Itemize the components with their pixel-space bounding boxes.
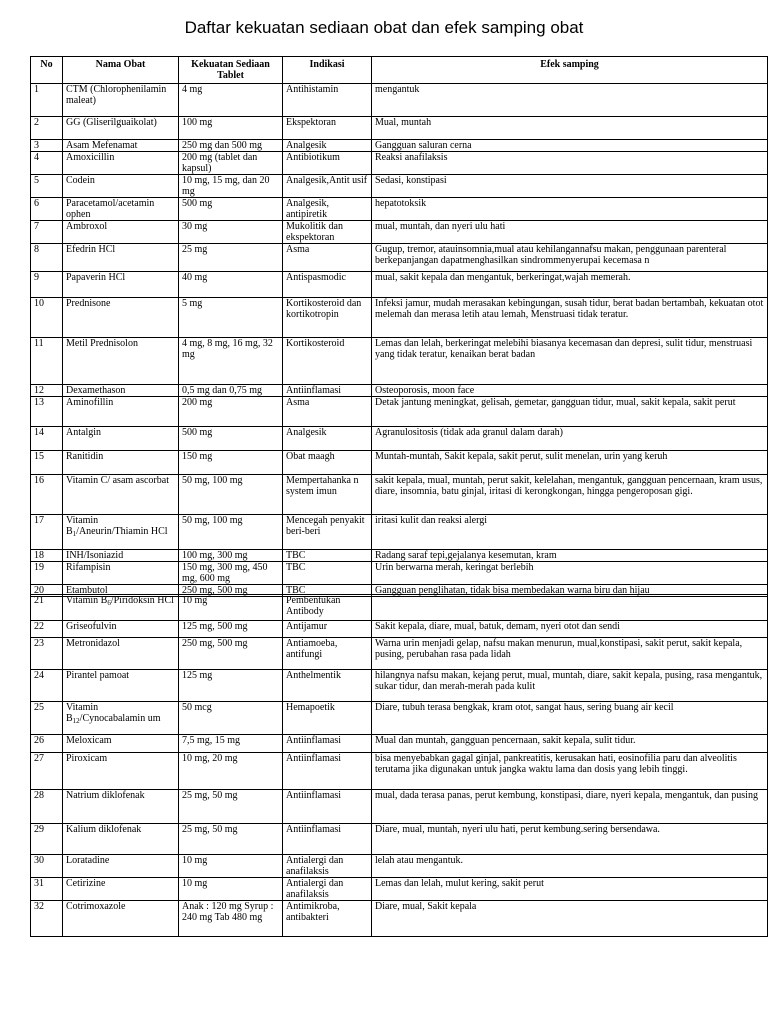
cell-efek-samping: sakit kepala, mual, muntah, perut sakit, kelelahan, mengantuk, gangguan pencernaan, kram usus, diare, insomnia, batu ginjal, iritasi di kerongkongan, hingga pengeroposan gigi. [372, 475, 768, 515]
cell-nama-obat: Vitamin $B_{12}$/Cynocabalamin um [63, 702, 179, 735]
cell-indikasi: Pembentukan Antibody [283, 595, 372, 621]
cell-nama-obat: Antalgin [63, 427, 179, 451]
cell-no: 26 [31, 735, 63, 753]
cell-kekuatan: 7,5 mg, 15 mg [179, 735, 283, 753]
cell-kekuatan: 150 mg [179, 451, 283, 475]
cell-indikasi: TBC [283, 585, 372, 597]
table-row [31, 84, 768, 117]
cell-nama-obat: Ambroxol [63, 221, 179, 244]
table-row [31, 702, 768, 735]
cell-efek-samping: Reaksi anafilaksis [372, 152, 768, 175]
cell-efek-samping: Lemas dan lelah, berkeringat melebihi biasanya kecemasan dan depresi, sulit tidur, menstruasi yang tidak teratur, kenaikan berat badan [372, 338, 768, 385]
cell-no: 3 [31, 140, 63, 152]
cell-efek-samping: Gugup, tremor, atauinsomnia,mual atau kehilangannafsu makan, penggunaan parenteral berkepanjangan dapatmenghasilkan sindrommenyerupai kecemasa n [372, 244, 768, 272]
header-efek-samping: Efek samping [372, 57, 768, 84]
cell-efek-samping: Mual, muntah [372, 117, 768, 140]
table-row [31, 397, 768, 427]
cell-indikasi: Hemapoetik [283, 702, 372, 735]
cell-kekuatan: 25 mg, 50 mg [179, 790, 283, 824]
cell-no: 16 [31, 475, 63, 515]
cell-indikasi: Antiinflamasi [283, 753, 372, 790]
table-row [31, 175, 768, 198]
cell-no: 12 [31, 385, 63, 397]
cell-efek-samping: mual, muntah, dan nyeri ulu hati [372, 221, 768, 244]
cell-efek-samping: Radang saraf tepi,gejalanya kesemutan, kram [372, 550, 768, 562]
cell-no: 15 [31, 451, 63, 475]
cell-nama-obat: Etambutol [63, 585, 179, 597]
cell-kekuatan: 4 mg [179, 84, 283, 117]
page-title: Daftar kekuatan sediaan obat dan efek samping obat [184, 18, 584, 37]
cell-nama-obat: Metil Prednisolon [63, 338, 179, 385]
cell-no: 23 [31, 638, 63, 670]
cell-efek-samping: iritasi kulit dan reaksi alergi [372, 515, 768, 550]
cell-efek-samping: Sakit kepala, diare, mual, batuk, demam, nyeri otot dan sendi [372, 621, 768, 638]
cell-kekuatan: 100 mg [179, 117, 283, 140]
cell-nama-obat: Efedrin HCl [63, 244, 179, 272]
cell-kekuatan: 250 mg dan 500 mg [179, 140, 283, 152]
cell-no: 18 [31, 550, 63, 562]
cell-efek-samping: Diare, tubuh terasa bengkak, kram otot, sangat haus, sering buang air kecil [372, 702, 768, 735]
cell-kekuatan: 10 mg [179, 878, 283, 901]
cell-indikasi: Anthelmentik [283, 670, 372, 702]
header-no: No [31, 57, 63, 84]
cell-kekuatan: 10 mg [179, 595, 283, 621]
cell-nama-obat: Papaverin HCl [63, 272, 179, 298]
cell-indikasi: Antispasmodic [283, 272, 372, 298]
cell-kekuatan: 50 mg, 100 mg [179, 515, 283, 550]
cell-indikasi: Mencegah penyakit beri-beri [283, 515, 372, 550]
cell-indikasi: Antibiotikum [283, 152, 372, 175]
table-row [31, 152, 768, 175]
cell-indikasi: Antiinflamasi [283, 824, 372, 855]
cell-no: 10 [31, 298, 63, 338]
table-row [31, 117, 768, 140]
cell-no: 17 [31, 515, 63, 550]
cell-no: 8 [31, 244, 63, 272]
table-row [31, 385, 768, 397]
cell-no: 4 [31, 152, 63, 175]
cell-nama-obat: Vitamin $B_1/Aneurin$/Thiamin HCl [63, 515, 179, 550]
subscript: 12 [72, 717, 80, 725]
cell-efek-samping: Infeksi jamur, mudah merasakan kebingungan, susah tidur, berat badan bertambah, kekuatan otot melemah dan merasa letih atau lemah, Menstruasi tidak teratur. [372, 298, 768, 338]
cell-nama-obat: Cetirizine [63, 878, 179, 901]
cell-efek-samping: Agranulositosis (tidak ada granul dalam darah) [372, 427, 768, 451]
cell-nama-obat: Ranitidin [63, 451, 179, 475]
table-row [31, 244, 768, 272]
cell-efek-samping: Warna urin menjadi gelap, nafsu makan menurun, mual,konstipasi, sakit perut, sakit kepala, pusing, perubahan rasa pada lidah [372, 638, 768, 670]
table-row [31, 753, 768, 790]
cell-kekuatan: Anak : 120 mg Syrup : 240 mg Tab 480 mg [179, 901, 283, 937]
table-row [31, 790, 768, 824]
header-kekuatan: Kekuatan Sediaan Tablet [179, 57, 283, 84]
cell-indikasi: Antihistamin [283, 84, 372, 117]
cell-indikasi: TBC [283, 562, 372, 585]
cell-indikasi: Analgesik,Antit usif [283, 175, 372, 198]
cell-indikasi: TBC [283, 550, 372, 562]
cell-no: 9 [31, 272, 63, 298]
cell-kekuatan: 250 mg, 500 mg [179, 638, 283, 670]
cell-nama-obat: Prednisone [63, 298, 179, 338]
cell-kekuatan: 4 mg, 8 mg, 16 mg, 32 mg [179, 338, 283, 385]
cell-no: 6 [31, 198, 63, 221]
cell-nama-obat: INH/Isoniazid [63, 550, 179, 562]
table-row [31, 824, 768, 855]
cell-nama-obat: Loratadine [63, 855, 179, 878]
cell-indikasi: Analgesik [283, 140, 372, 152]
cell-indikasi: Analgesik [283, 427, 372, 451]
cell-kekuatan: 40 mg [179, 272, 283, 298]
cell-indikasi: Antiinflamasi [283, 790, 372, 824]
cell-efek-samping: hepatotoksik [372, 198, 768, 221]
cell-no: 29 [31, 824, 63, 855]
cell-indikasi: Antialergi dan anafilaksis [283, 855, 372, 878]
cell-nama-obat: GG (Gliserilguaikolat) [63, 117, 179, 140]
cell-no: 28 [31, 790, 63, 824]
cell-no: 1 [31, 84, 63, 117]
cell-nama-obat: Pirantel pamoat [63, 670, 179, 702]
cell-efek-samping: Diare, mual, muntah, nyeri ulu hati, perut kembung.sering bersendawa. [372, 824, 768, 855]
table-row [31, 878, 768, 901]
cell-efek-samping: mual, dada terasa panas, perut kembung, konstipasi, diare, nyeri kepala, mengantuk, dan pusing [372, 790, 768, 824]
cell-kekuatan: 100 mg, 300 mg [179, 550, 283, 562]
cell-no: 31 [31, 878, 63, 901]
cell-nama-obat: Dexamethason [63, 385, 179, 397]
cell-kekuatan: 125 mg, 500 mg [179, 621, 283, 638]
cell-no: 20 [31, 585, 63, 597]
cell-kekuatan: 50 mg, 100 mg [179, 475, 283, 515]
cell-efek-samping: Gangguan saluran cerna [372, 140, 768, 152]
cell-nama-obat: Vitamin $B_6$/Piridoksin HCl [63, 595, 179, 621]
cell-indikasi: Obat maagh [283, 451, 372, 475]
cell-kekuatan: 125 mg [179, 670, 283, 702]
cell-kekuatan: 250 mg, 500 mg [179, 585, 283, 597]
cell-nama-obat: Metronidazol [63, 638, 179, 670]
cell-efek-samping: lelah atau mengantuk. [372, 855, 768, 878]
cell-nama-obat: Codein [63, 175, 179, 198]
cell-indikasi: Ekspektoran [283, 117, 372, 140]
cell-no: 5 [31, 175, 63, 198]
cell-no: 30 [31, 855, 63, 878]
cell-efek-samping: mual, sakit kepala dan mengantuk, berkeringat,wajah memerah. [372, 272, 768, 298]
drug-table-part-1 [30, 56, 768, 597]
cell-no: 32 [31, 901, 63, 937]
cell-nama-obat: Vitamin C/ asam ascorbat [63, 475, 179, 515]
cell-no: 19 [31, 562, 63, 585]
header-nama-obat: Nama Obat [63, 57, 179, 84]
cell-indikasi: Asma [283, 244, 372, 272]
cell-indikasi: Asma [283, 397, 372, 427]
table-row [31, 140, 768, 152]
cell-efek-samping: Muntah-muntah, Sakit kepala, sakit perut, sulit menelan, urin yang keruh [372, 451, 768, 475]
table-row [31, 221, 768, 244]
cell-efek-samping: Osteoporosis, moon face [372, 385, 768, 397]
table-row [31, 338, 768, 385]
cell-kekuatan: 150 mg, 300 mg, 450 mg, 600 mg [179, 562, 283, 585]
cell-kekuatan: 10 mg, 15 mg, dan 20 mg [179, 175, 283, 198]
cell-no: 7 [31, 221, 63, 244]
table-row [31, 515, 768, 550]
table-row [31, 451, 768, 475]
cell-efek-samping [372, 595, 768, 621]
table-row [31, 562, 768, 585]
table-row [31, 550, 768, 562]
subscript: 1 [72, 530, 77, 538]
header-indikasi: Indikasi [283, 57, 372, 84]
cell-nama-obat: Cotrimoxazole [63, 901, 179, 937]
cell-efek-samping: hilangnya nafsu makan, kejang perut, mual, muntah, diare, sakit kepala, pusing, rasa mengantuk, sukar tidur, dan merah-merah pada kulit [372, 670, 768, 702]
cell-no: 11 [31, 338, 63, 385]
table-row [31, 427, 768, 451]
cell-efek-samping: Lemas dan lelah, mulut kering, sakit perut [372, 878, 768, 901]
cell-efek-samping: Sedasi, konstipasi [372, 175, 768, 198]
cell-indikasi: Analgesik, antipiretik [283, 198, 372, 221]
cell-indikasi: Mempertahanka n system imun [283, 475, 372, 515]
cell-kekuatan: 25 mg, 50 mg [179, 824, 283, 855]
cell-no: 27 [31, 753, 63, 790]
table-row [31, 638, 768, 670]
cell-no: 21 [31, 595, 63, 621]
cell-nama-obat: Kalium diklofenak [63, 824, 179, 855]
cell-efek-samping: mengantuk [372, 84, 768, 117]
cell-nama-obat: Paracetamol/acetamin ophen [63, 198, 179, 221]
cell-efek-samping: Detak jantung meningkat, gelisah, gemetar, gangguan tidur, mual, sakit kepala, sakit perut [372, 397, 768, 427]
table-row [31, 855, 768, 878]
cell-indikasi: Antialergi dan anafilaksis [283, 878, 372, 901]
subscript: 6 [107, 599, 111, 607]
cell-kekuatan: 0,5 mg dan 0,75 mg [179, 385, 283, 397]
cell-no: 22 [31, 621, 63, 638]
cell-nama-obat: Meloxicam [63, 735, 179, 753]
cell-nama-obat: Griseofulvin [63, 621, 179, 638]
cell-indikasi: Kortikosteroid dan kortikotropin [283, 298, 372, 338]
cell-kekuatan: 5 mg [179, 298, 283, 338]
cell-no: 2 [31, 117, 63, 140]
table-row [31, 298, 768, 338]
cell-efek-samping: Diare, mual, Sakit kepala [372, 901, 768, 937]
cell-kekuatan: 500 mg [179, 427, 283, 451]
cell-kekuatan: 200 mg [179, 397, 283, 427]
cell-kekuatan: 500 mg [179, 198, 283, 221]
cell-kekuatan: 50 mcg [179, 702, 283, 735]
table-row [31, 670, 768, 702]
cell-no: 24 [31, 670, 63, 702]
cell-kekuatan: 30 mg [179, 221, 283, 244]
table-row [31, 475, 768, 515]
cell-nama-obat: Aminofillin [63, 397, 179, 427]
table-row [31, 595, 768, 621]
cell-indikasi: Mukolitik dan ekspektoran [283, 221, 372, 244]
cell-indikasi: Kortikosteroid [283, 338, 372, 385]
table-row [31, 735, 768, 753]
cell-efek-samping: Mual dan muntah, gangguan pencernaan, sakit kepala, sulit tidur. [372, 735, 768, 753]
cell-indikasi: Antiinflamasi [283, 735, 372, 753]
cell-indikasi: Antiamoeba, antifungi [283, 638, 372, 670]
cell-efek-samping: Urin berwarna merah, keringat berlebih [372, 562, 768, 585]
cell-efek-samping: Gangguan penglihatan, tidak bisa membedakan warna biru dan hijau [372, 585, 768, 597]
table-header-row [31, 57, 768, 84]
cell-efek-samping: bisa menyebabkan gagal ginjal, pankreatitis, kerusakan hati, eosinofilia paru dan alveolitis terutama jika digunakan untuk jangka waktu lama dan dosis yang lebih tinggi. [372, 753, 768, 790]
cell-nama-obat: CTM (Chlorophenilamin maleat) [63, 84, 179, 117]
table-row [31, 198, 768, 221]
cell-indikasi: Antimikroba, antibakteri [283, 901, 372, 937]
cell-nama-obat: Asam Mefenamat [63, 140, 179, 152]
cell-indikasi: Antijamur [283, 621, 372, 638]
cell-kekuatan: 200 mg (tablet dan kapsul) [179, 152, 283, 175]
cell-kekuatan: 10 mg, 20 mg [179, 753, 283, 790]
cell-no: 25 [31, 702, 63, 735]
table-row [31, 901, 768, 937]
cell-nama-obat: Amoxicillin [63, 152, 179, 175]
cell-no: 13 [31, 397, 63, 427]
cell-nama-obat: Piroxicam [63, 753, 179, 790]
cell-no: 14 [31, 427, 63, 451]
drug-table-part-2 [30, 594, 768, 937]
table-row [31, 621, 768, 638]
table-row [31, 272, 768, 298]
cell-indikasi: Antiinflamasi [283, 385, 372, 397]
cell-nama-obat: Natrium diklofenak [63, 790, 179, 824]
cell-kekuatan: 25 mg [179, 244, 283, 272]
cell-nama-obat: Rifampisin [63, 562, 179, 585]
cell-kekuatan: 10 mg [179, 855, 283, 878]
